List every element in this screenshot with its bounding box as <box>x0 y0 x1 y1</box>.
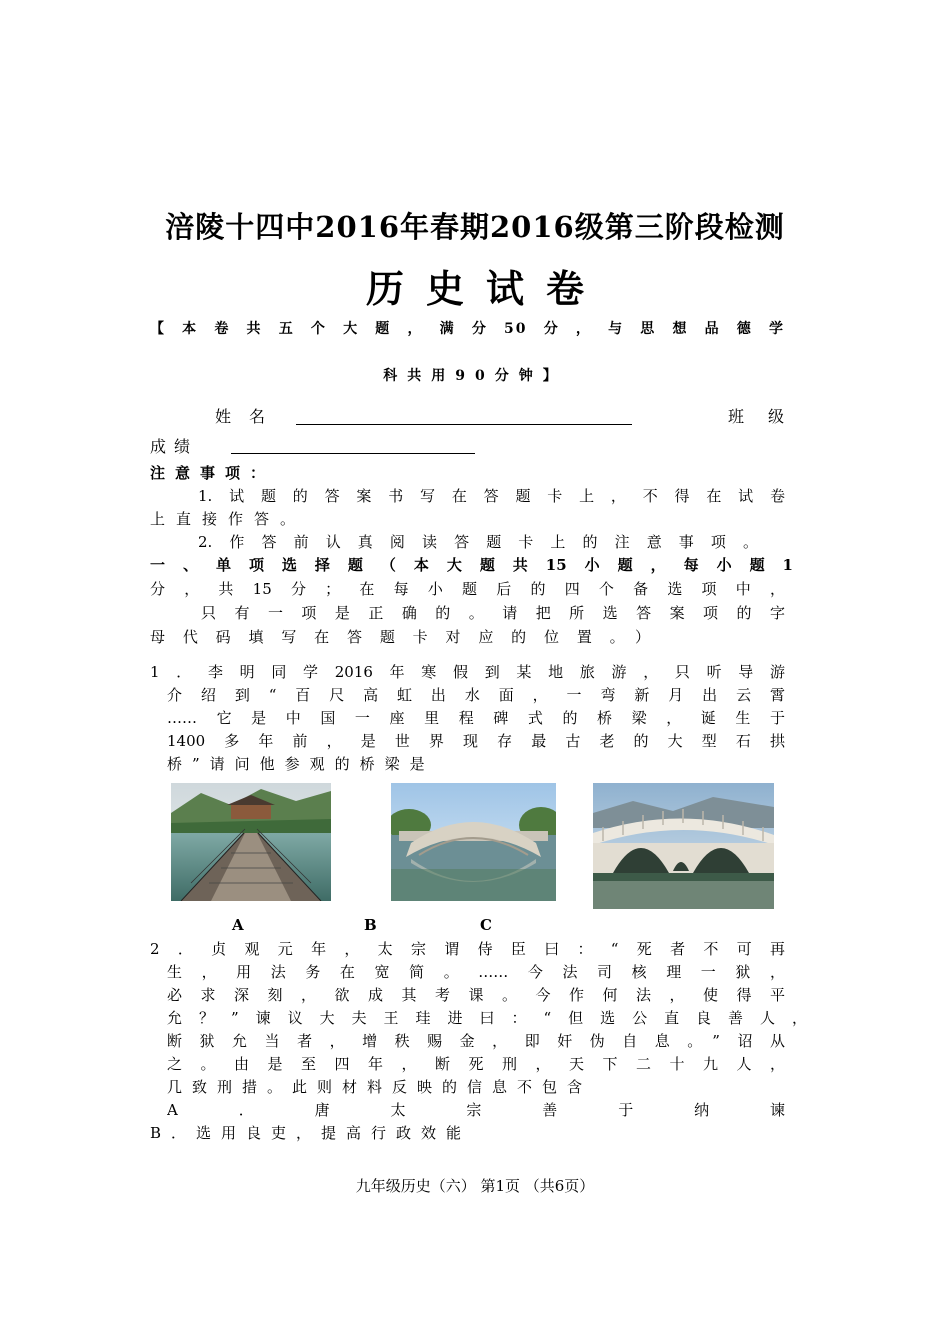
notice-item1-line1: 1.试题的答案书写在答题卡上，不得在试卷 <box>198 487 785 505</box>
notice-item1-line2: 上直接作答。 <box>150 510 307 528</box>
section1-line2: 分，共15分；在每小题后的四个备选项中， <box>150 580 785 598</box>
section1-line1: 一、单项选择题（本大题共15小题，每小题1 <box>150 556 793 574</box>
q1-line1: 1．李明同学2016年寒假到某地旅游，只听导游 <box>150 663 785 681</box>
q2-line2: 生，用法务在宽简。……今法司核理一狱， <box>167 963 785 981</box>
q2-line4: 允？”谏议大夫王珪进曰：“但选公直良善人， <box>167 1009 807 1027</box>
notice-item2: 2.作答前认真阅读答题卡上的注意事项。 <box>198 533 758 551</box>
name-label: 姓名 <box>215 407 284 426</box>
q2-line5: 断狱允当者，增秩赐金，即奸伪自息。”诏从 <box>167 1032 785 1050</box>
q1-option-c-label: C <box>480 916 492 934</box>
q1-option-b-label: B <box>364 916 377 934</box>
class-label: 班级 <box>728 407 809 426</box>
exam-title: 涪陵十四中2016年春期2016级第三阶段检测 <box>165 210 785 244</box>
q2-option-a: A．唐太宗善于纳谏 <box>167 1101 785 1119</box>
section1-line4: 母代码填写在答题卡对应的位置。） <box>150 628 650 646</box>
bridge-photo-c <box>593 783 774 909</box>
q2-line7: 几致刑措。此则材料反映的信息不包含 <box>167 1078 593 1096</box>
exam-subtitle: 历史试卷 <box>365 266 606 311</box>
q1-line5: 桥”请问他参观的桥梁是 <box>167 755 435 773</box>
bridge-photo-b <box>391 783 556 901</box>
q2-line6: 之。由是至四年，断死刑，天下二十九人， <box>167 1055 785 1073</box>
section1-line3: 只有一项是正确的。请把所选答案项的字 <box>201 604 785 622</box>
score-underline[interactable] <box>231 453 475 454</box>
q2-line1: 2．贞观元年，太宗谓侍臣曰：“死者不可再 <box>150 940 785 958</box>
score-label: 成绩 <box>150 437 199 456</box>
q1-line3: ……它是中国一座里程碑式的桥梁，诞生于 <box>167 709 785 727</box>
exam-note-line1: 【本卷共五个大题，满分50分，与思想品德学 <box>150 321 785 337</box>
q1-line4: 1400多年前，是世界现存最古老的大型石拱 <box>167 732 785 750</box>
page-footer: 九年级历史（六） 第1页 （共6页） <box>355 1177 595 1195</box>
q1-line2: 介绍到“百尺高虹出水面，一弯新月出云霄 <box>167 686 785 704</box>
bridge-photo-a <box>171 783 331 901</box>
q2-option-b: B．选用良吏，提高行政效能 <box>150 1124 472 1142</box>
q1-option-a-label: A <box>232 916 244 934</box>
exam-note-line2: 科共用90分钟】 <box>383 368 567 384</box>
notice-heading: 注意事项： <box>150 464 276 482</box>
name-underline[interactable] <box>296 424 632 425</box>
q2-line3: 必求深刻，欲成其考课。今作何法，使得平 <box>167 986 785 1004</box>
